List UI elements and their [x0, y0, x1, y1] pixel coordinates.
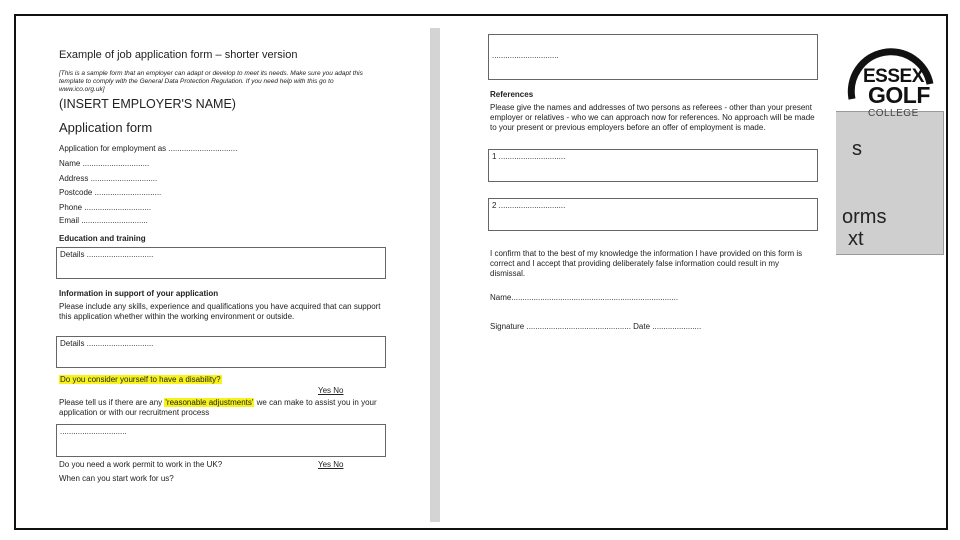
logo-line-3: COLLEGE: [868, 108, 919, 119]
college-logo: [838, 44, 948, 124]
adjustments-dots: ..............................: [60, 427, 127, 436]
previous-box-dots: ..............................: [492, 51, 559, 60]
field-name: Name ..............................: [59, 159, 150, 168]
adjustments-highlight: 'reasonable adjustments': [165, 398, 254, 407]
background-text-line: orms: [842, 206, 887, 228]
form-heading: Application form: [59, 120, 153, 135]
form-page-left: [56, 46, 416, 524]
form-intro: [This is a sample form that an employer can adapt or develop to meet its needs. Make sure you adapt this template to comply with the General Data Protection Regulation. If you need help with this go to www.ico.org.uk]: [59, 70, 363, 93]
background-text-line: s: [852, 138, 862, 160]
education-heading: Education and training: [59, 234, 146, 243]
field-postcode: Postcode ..............................: [59, 188, 162, 197]
signature-date-line: Signature ............................................... Date ......................: [490, 322, 702, 331]
yes-no-disability: Yes No: [318, 386, 344, 395]
referee-1: 1 ..............................: [492, 152, 566, 161]
yes-no-permit: Yes No: [318, 460, 344, 469]
references-text: Please give the names and addresses of two persons as referees - other than your present employer or relatives - who we can approach now for references. No approach will be made to your present or previous employers before an offer of employment is made.: [490, 103, 815, 132]
form-page-right: [456, 46, 836, 524]
employer-name-placeholder: (INSERT EMPLOYER'S NAME): [59, 97, 236, 111]
field-employment-as: Application for employment as ...............................: [59, 144, 238, 153]
support-details: Details ..............................: [60, 339, 154, 348]
education-details: Details ..............................: [60, 250, 154, 259]
name-line: Name...........................................................................: [490, 293, 679, 302]
slide-frame: [14, 14, 948, 530]
background-text-line: xt: [848, 228, 864, 250]
logo-line-2: GOLF: [868, 82, 930, 108]
field-email: Email ..............................: [59, 216, 148, 225]
start-question: When can you start work for us?: [59, 474, 174, 483]
field-phone: Phone ..............................: [59, 203, 152, 212]
referee-2: 2 ..............................: [492, 201, 566, 210]
work-permit-question: Do you need a work permit to work in the UK?: [59, 460, 223, 469]
form-title: Example of job application form – shorter version: [59, 49, 298, 61]
references-heading: References: [490, 90, 534, 99]
support-text: Please include any skills, experience and qualifications you have acquired that can support this application whether within the working environment or outside.: [59, 302, 381, 321]
field-address: Address ..............................: [59, 174, 158, 183]
disability-question: Do you consider yourself to have a disability?: [60, 375, 221, 384]
adjustments-text: Please tell us if there are any 'reasonable adjustments' we can make to assist you in your application or with our recruitment process: [59, 398, 377, 417]
page-divider: [430, 28, 440, 522]
logo-line-1: ESSEX: [863, 66, 924, 87]
support-heading: Information in support of your application: [59, 289, 219, 298]
confirmation-text: I confirm that to the best of my knowledge the information I have provided on this form is correct and I accept that providing deliberately false information could result in my dismissal.: [490, 249, 803, 278]
